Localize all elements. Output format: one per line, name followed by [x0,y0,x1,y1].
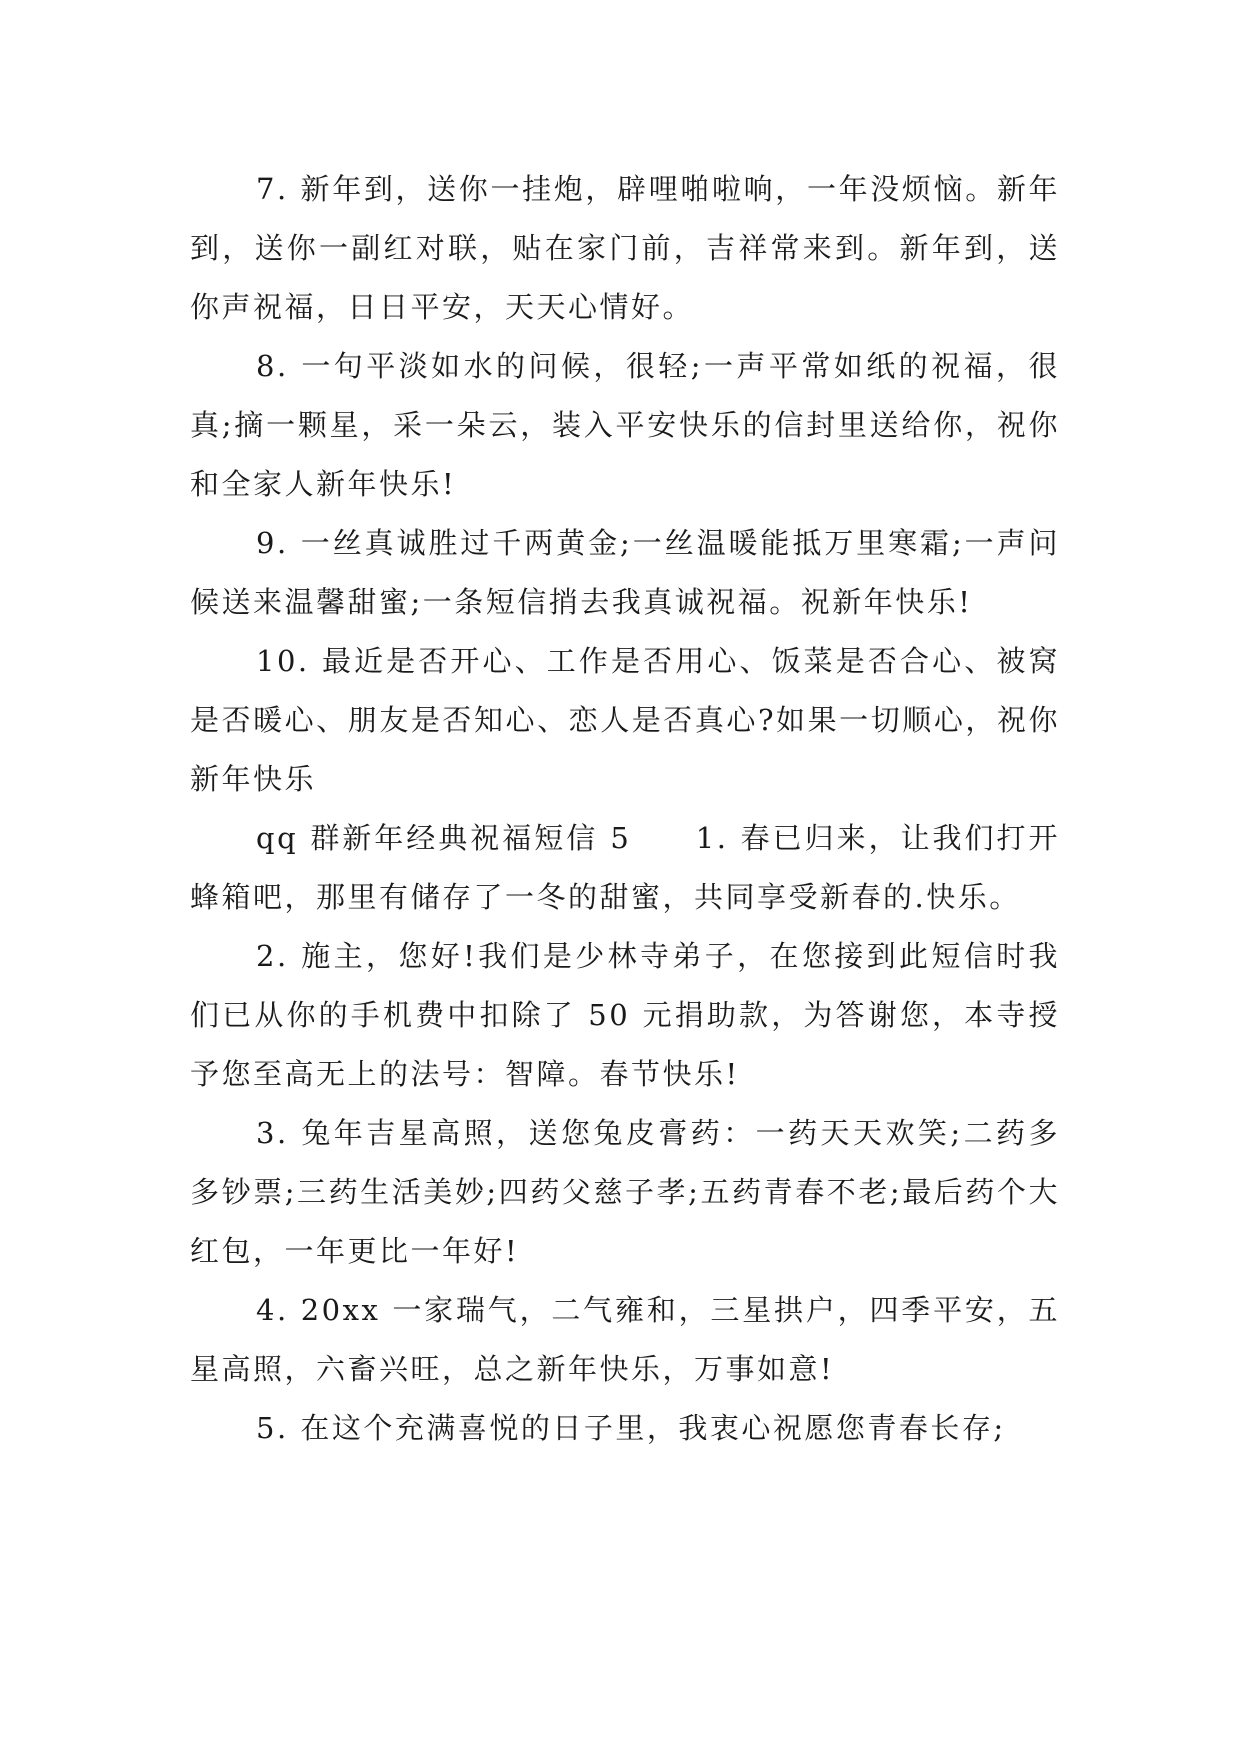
paragraph-8: 8. 一句平淡如水的问候，很轻;一声平常如纸的祝福，很真;摘一颗星，采一朵云，装入平安快乐的信封里送给你，祝你和全家人新年快乐! [190,349,1060,501]
paragraph-9: 9. 一丝真诚胜过千两黄金;一丝温暖能抵万里寒霜;一声问候送来温馨甜蜜;一条短信捎去我真诚祝福。祝新年快乐! [190,526,1060,619]
document-page [190,160,1060,1458]
paragraph-7: 7. 新年到，送你一挂炮，辟哩啪啦响，一年没烦恼。新年到，送你一副红对联，贴在家门前，吉祥常来到。新年到，送你声祝福，日日平安，天天心情好。 [190,172,1060,324]
paragraph-5: 5. 在这个充满喜悦的日子里，我衷心祝愿您青春长存; [256,1411,1006,1445]
paragraph-4: 4. 20xx 一家瑞气，二气雍和，三星拱户，四季平安，五星高照，六畜兴旺，总之新年快乐，万事如意! [190,1293,1060,1386]
paragraph-3: 3. 兔年吉星高照，送您兔皮膏药：一药天天欢笑;二药多多钞票;三药生活美妙;四药父慈子孝;五药青春不老;最后药个大红包，一年更比一年好! [190,1116,1060,1268]
section-heading-paragraph: qq 群新年经典祝福短信 5 1. 春已归来，让我们打开蜂箱吧，那里有储存了一冬的甜蜜，共同享受新春的.快乐。 [190,821,1060,914]
paragraph-2: 2. 施主，您好!我们是少林寺弟子，在您接到此短信时我们已从你的手机费中扣除了 50 元捐助款，为答谢您，本寺授予您至高无上的法号：智障。春节快乐! [190,939,1060,1091]
paragraph-10: 10. 最近是否开心、工作是否用心、饭菜是否合心、被窝是否暖心、朋友是否知心、恋人是否真心?如果一切顺心，祝你新年快乐 [190,644,1060,796]
